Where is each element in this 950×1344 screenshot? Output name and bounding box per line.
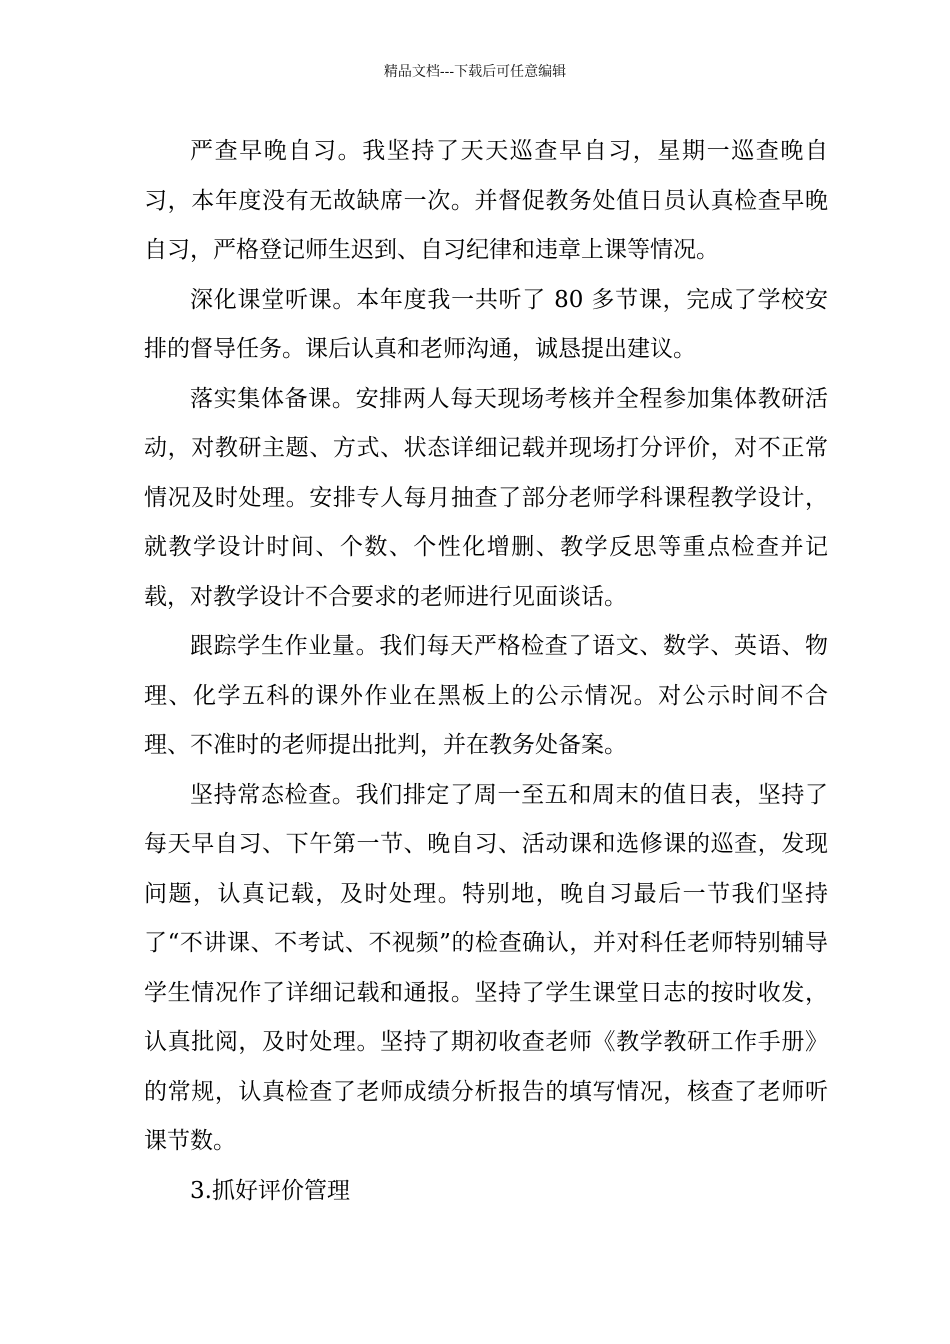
text-line: 问题，认真记载，及时处理。特别地，晚自习最后一节我们坚持了 [144,880,828,956]
text-line: 不准时的老师提出批判，并在教务处备案。 [190,732,627,758]
text-line: 动，对教研主题、方式、状态详细记载并现场打分评价，对不正常 [144,435,828,461]
text-line: 严查早晚自习。我坚持了天天巡查早自习，星期一巡查晚自习， [144,138,828,214]
text-line: “不讲课、不考试、不视频”的检查确认，并对科任老师特别辅导 [167,930,828,956]
paragraph-morning-evening-study [144,127,828,276]
text-line: 对教学设计不合要求的老师进行见面谈话。 [190,583,627,610]
paragraph-routine-inspection [144,771,828,1167]
text-line: 本年度没有无故缺席一次。并督促教务处值日员认真检查早晚自习， [144,187,829,263]
paragraph-class-observation [144,276,828,375]
paragraph-collective-lesson-prep [144,375,828,623]
text-line: 学生情况作了详细记载和通报。坚持了学生课堂日志的按时收发， [144,979,828,1006]
text-line: 跟踪学生作业量。我们每天严格检查了语文、数学、英语、物 [190,633,828,659]
text-line: 坚持常态检查。我们排定了周一至五和周末的值日表，坚持了 [190,781,828,808]
text-line: 认真批阅，及时处理。坚持了期初收查老师《教学教研工作手册》 [144,1029,828,1055]
text-line: 3.抓好评价管理 [190,1177,350,1204]
text-line: 落实集体备课。安排两人每天现场考核并全程参加集体教研活 [190,385,828,412]
text-line: 理、化学五科的课外作业在黑板上的公示情况。对公示时间不合理、 [144,682,828,758]
paragraph-homework-tracking [144,622,828,771]
section-heading-evaluation [144,1167,828,1217]
page-header: 精品文档---下载后可任意编辑 [383,64,567,80]
text-line: 的常规，认真检查了老师成绩分析报告的填写情况，核查了老师听 [144,1078,828,1105]
text-line: 每天早自习、下午第一节、晚自习、活动课和选修课的巡查，发现 [144,831,828,857]
text-line: 深化课堂听课。本年度我一共听了 80 多节课，完成了学校安排 [144,286,828,362]
text-line: 严格登记师生迟到、自习纪律和违章上课等情况。 [213,237,719,263]
text-line: 就教学设计时间、个数、个性化增删、教学反思等重点检查并记载， [144,534,828,610]
text-line: 的督导任务。课后认真和老师沟通，诚恳提出建议。 [167,336,696,362]
text-line: 课节数。 [144,1128,236,1154]
document-body [144,127,828,1216]
text-line: 情况及时处理。安排专人每月抽查了部分老师学科课程教学设计， [144,484,828,511]
